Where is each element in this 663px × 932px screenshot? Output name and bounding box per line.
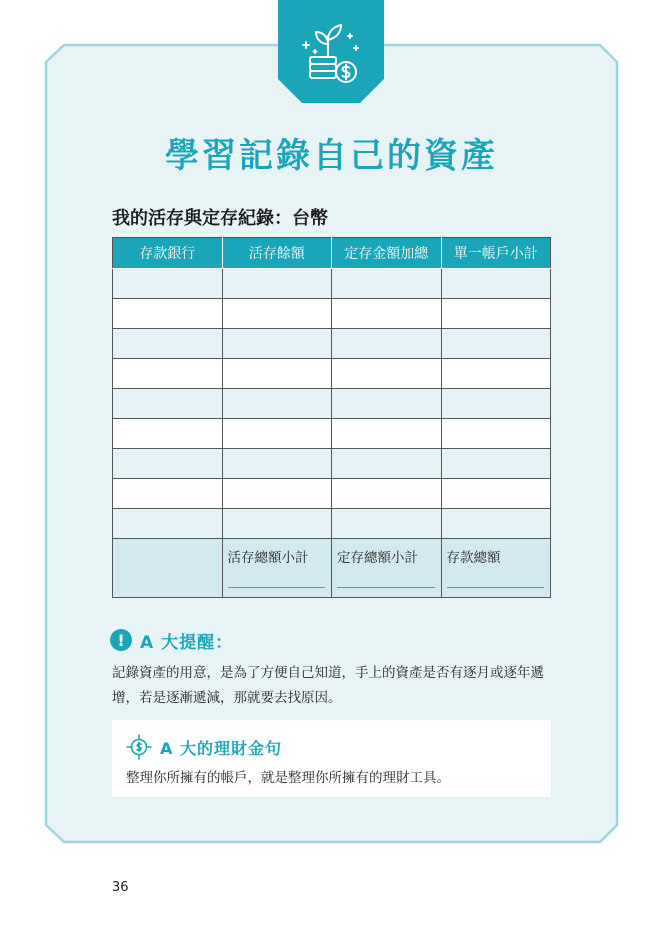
summary-demand-total[interactable] xyxy=(222,539,332,598)
header-account-subtotal: 單一帳戶小計 xyxy=(441,238,551,269)
table-row xyxy=(113,269,551,299)
table-cell[interactable] xyxy=(113,359,223,389)
header-demand-balance: 活存餘額 xyxy=(222,238,332,269)
summary-time-total[interactable] xyxy=(332,539,442,598)
page-number: 36 xyxy=(112,880,129,895)
table-cell[interactable] xyxy=(113,329,223,359)
tip-heading xyxy=(110,628,233,652)
fill-line xyxy=(228,587,326,588)
header-time-deposit-total: 定存金額加總 xyxy=(332,238,442,269)
table-row xyxy=(113,449,551,479)
summary-deposit-label: 存款總額 xyxy=(446,550,501,566)
table-row xyxy=(113,419,551,449)
table-cell[interactable] xyxy=(441,269,551,299)
table-row xyxy=(113,479,551,509)
table-cell[interactable] xyxy=(441,449,551,479)
table-cell[interactable] xyxy=(332,299,442,329)
table-cell[interactable] xyxy=(441,419,551,449)
summary-time-label: 定存總額小計 xyxy=(337,550,418,566)
table-row xyxy=(113,359,551,389)
table-cell[interactable] xyxy=(222,479,332,509)
table-header-row xyxy=(113,238,551,269)
table-cell[interactable] xyxy=(222,509,332,539)
table-cell[interactable] xyxy=(441,299,551,329)
table-cell[interactable] xyxy=(332,419,442,449)
table-subtitle: 我的活存與定存紀錄：台幣 xyxy=(112,208,328,229)
table-cell[interactable] xyxy=(113,449,223,479)
summary-empty-cell xyxy=(113,539,223,598)
tip-body: 記錄資產的用意，是為了方便自己知道，手上的資產是否有逐月或逐年遞增，若是逐漸遞減，那就要去找原因。 xyxy=(112,665,544,706)
table-cell[interactable] xyxy=(441,389,551,419)
table-row xyxy=(113,299,551,329)
table-row xyxy=(113,329,551,359)
fill-line xyxy=(337,587,435,588)
table-cell[interactable] xyxy=(332,449,442,479)
asset-record-table xyxy=(112,237,551,598)
table-cell[interactable] xyxy=(332,359,442,389)
header-badge xyxy=(278,0,384,103)
table-cell[interactable] xyxy=(332,329,442,359)
quote-title: A 大的理財金句 xyxy=(160,738,282,758)
table-cell[interactable] xyxy=(222,419,332,449)
table-cell[interactable] xyxy=(113,269,223,299)
summary-row xyxy=(113,539,551,598)
quote-heading xyxy=(126,734,282,760)
table-cell[interactable] xyxy=(222,299,332,329)
table-cell[interactable] xyxy=(222,269,332,299)
exclamation-icon: ! xyxy=(110,629,132,651)
table-cell[interactable] xyxy=(222,329,332,359)
table-cell[interactable] xyxy=(113,299,223,329)
table-cell[interactable] xyxy=(222,359,332,389)
table-cell[interactable] xyxy=(441,329,551,359)
table-cell[interactable] xyxy=(332,509,442,539)
page-title: 學習記錄自己的資產 xyxy=(165,136,498,176)
quote-box xyxy=(112,720,551,797)
header-bank: 存款銀行 xyxy=(113,238,223,269)
table-cell[interactable] xyxy=(113,419,223,449)
table-cell[interactable] xyxy=(222,389,332,419)
table-cell[interactable] xyxy=(113,389,223,419)
table-row xyxy=(113,389,551,419)
summary-deposit-total[interactable] xyxy=(441,539,551,598)
table-cell[interactable] xyxy=(441,359,551,389)
table-cell[interactable] xyxy=(332,479,442,509)
table-cell[interactable] xyxy=(113,479,223,509)
table-cell[interactable] xyxy=(222,449,332,479)
tip-title: A 大提醒： xyxy=(140,632,234,653)
table-cell[interactable] xyxy=(332,389,442,419)
fill-line xyxy=(447,587,545,588)
table-cell[interactable] xyxy=(113,509,223,539)
table-cell[interactable] xyxy=(332,269,442,299)
table-cell[interactable] xyxy=(441,509,551,539)
quote-body: 整理你所擁有的帳戶，就是整理你所擁有的理財工具。 xyxy=(126,770,450,786)
summary-demand-label: 活存總額小計 xyxy=(227,550,309,566)
target-dollar-icon xyxy=(126,734,152,760)
table-cell[interactable] xyxy=(441,479,551,509)
table-row xyxy=(113,509,551,539)
